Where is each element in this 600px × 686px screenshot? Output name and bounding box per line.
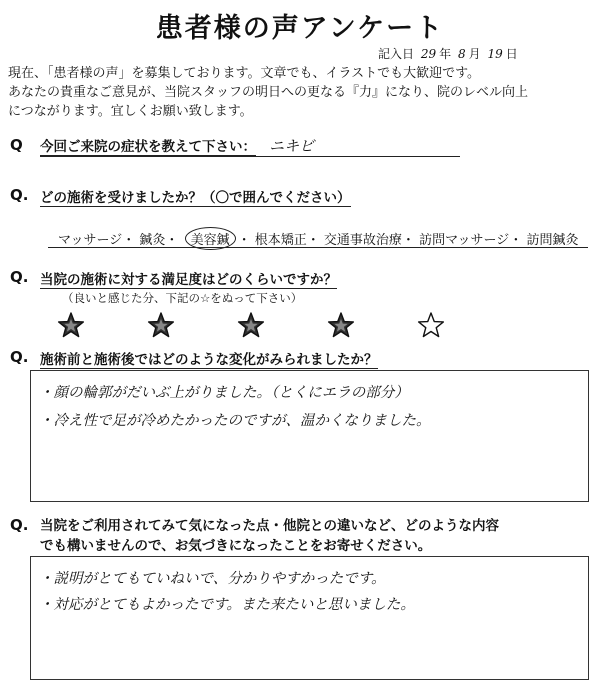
page-title: 患者様の声アンケート bbox=[155, 13, 445, 44]
star-empty-icon[interactable] bbox=[416, 310, 446, 340]
star-filled-icon[interactable] bbox=[326, 310, 356, 340]
date-month: 8 bbox=[457, 47, 466, 61]
q4-mark: Q. bbox=[10, 348, 29, 366]
entry-date bbox=[378, 45, 518, 62]
q4-answer-line: ・冷え性で足が冷めたかったのですが、温かくなりました。 bbox=[39, 413, 431, 429]
option-acupuncture[interactable]: 鍼灸 bbox=[139, 233, 166, 248]
q5-answer-box[interactable] bbox=[30, 556, 589, 680]
date-year-unit: 年 bbox=[439, 47, 452, 61]
date-day: 19 bbox=[487, 47, 503, 61]
intro-line: あなたの貴重なご意見が、当院スタッフの明日への更なる『力』になり、院のレベル向上 bbox=[8, 85, 529, 100]
q2-underline bbox=[48, 247, 588, 248]
intro-line: につながります。宜しくお願い致します。 bbox=[8, 104, 253, 119]
q5-answer-line: ・対応がとてもよかったです。また来たいと思いました。 bbox=[39, 597, 415, 613]
date-month-unit: 月 bbox=[468, 47, 481, 61]
q2-question: どの施術を受けましたか？（〇で囲んでください） bbox=[40, 190, 351, 206]
q5-question bbox=[40, 516, 499, 556]
date-day-unit: 日 bbox=[505, 47, 518, 61]
star-filled-icon[interactable] bbox=[236, 310, 266, 340]
q3-question: 当院の施術に対する満足度はどのくらいですか？ bbox=[40, 272, 337, 288]
star-filled-icon[interactable] bbox=[146, 310, 176, 340]
intro-text bbox=[8, 64, 596, 121]
option-separator: ・ bbox=[509, 233, 523, 248]
q4-answer-line: ・顔の輪郭がだいぶ上がりました。（とくにエラの部分） bbox=[39, 385, 409, 401]
option-accident-treatment[interactable]: 交通事故治療 bbox=[323, 233, 402, 248]
date-year: 29 bbox=[420, 47, 437, 61]
q1-mark: Q bbox=[10, 136, 23, 154]
q2-mark: Q. bbox=[10, 186, 29, 204]
satisfaction-stars[interactable] bbox=[56, 310, 456, 344]
option-posture-correction[interactable]: 根本矯正 bbox=[254, 233, 307, 248]
q3-mark: Q. bbox=[10, 268, 29, 286]
intro-line: 現在、「患者様の声」を募集しております。文章でも、イラストでも大歓迎です。 bbox=[8, 66, 481, 81]
q5-question-line: でも構いませんので、お気づきになったことをお寄せください。 bbox=[40, 538, 432, 554]
q1-answer: ニキビ bbox=[269, 137, 315, 155]
q1-underline bbox=[40, 156, 460, 157]
option-separator: ・ bbox=[122, 233, 136, 248]
q4-question: 施術前と施術後ではどのような変化がみられましたか？ bbox=[40, 352, 378, 368]
option-beauty-acupuncture-selected[interactable]: 美容鍼 bbox=[185, 227, 236, 250]
option-separator: ・ bbox=[165, 233, 179, 248]
q1-row bbox=[40, 135, 460, 156]
option-separator: ・ bbox=[306, 233, 320, 248]
date-label: 記入日 bbox=[378, 47, 415, 61]
star-filled-icon[interactable] bbox=[56, 310, 86, 340]
q1-question: 今回ご来院の症状を教えて下さい： bbox=[40, 139, 256, 155]
q5-answer-line: ・説明がとてもていねいで、分かりやすかったです。 bbox=[39, 571, 386, 587]
q3-note: （良いと感じた分、下記の☆をぬって下さい） bbox=[62, 291, 303, 305]
option-home-acupuncture[interactable]: 訪問鍼灸 bbox=[526, 233, 579, 248]
q5-question-line: 当院をご利用されてみて気になった点・他院との違いなど、どのような内容 bbox=[40, 518, 499, 534]
q5-mark: Q. bbox=[10, 516, 29, 534]
option-massage[interactable]: マッサージ bbox=[58, 233, 123, 248]
option-home-massage[interactable]: 訪問マッサージ bbox=[419, 233, 510, 248]
option-separator: ・ bbox=[237, 233, 251, 248]
option-separator: ・ bbox=[401, 233, 415, 248]
q4-answer-box[interactable] bbox=[30, 370, 589, 502]
